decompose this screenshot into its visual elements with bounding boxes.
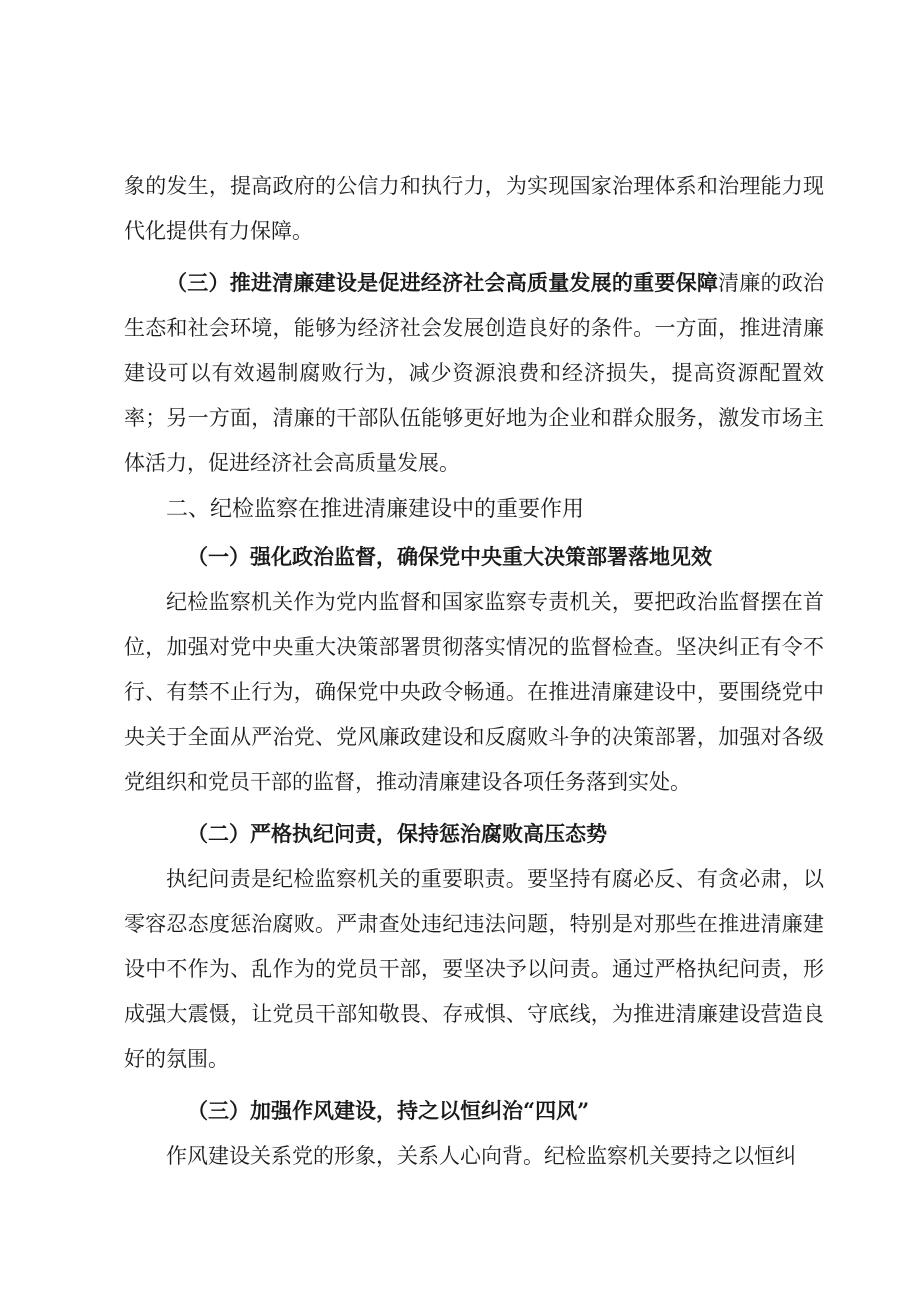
subsection-1-title: （一）强化政治监督，确保党中央重大决策部署落地见效 [187,544,712,569]
subsection-2-title: （二）严格执纪问责，保持惩治腐败高压态势 [187,821,607,846]
section-3-body: 清廉的政治生态和社会环境，能够为经济社会发展创造良好的条件。一方面，推进清廉建设可以有效遏制腐败行为，减少资源浪费和经济损失，提高资源配置效率；另一方面，清廉的干部队伍能够更好地为企业和群众服务，激发市场主体活力，促进经济社会高质量发展。 [124,271,825,475]
paragraph-section-3 [124,260,824,486]
paragraph-continuation: 象的发生，提高政府的公信力和执行力，为实现国家治理体系和治理能力现代化提供有力保障。 [124,174,824,243]
section-3-heading: （三）推进清廉建设是促进经济社会高质量发展的重要保障 [166,270,719,295]
subsection-3-body: 作风建设关系党的形象，关系人心向背。纪检监察机关要持之以恒纠 [166,1144,796,1168]
document-body [124,164,824,1179]
subsection-2-body: 执纪问责是纪检监察机关的重要职责。要坚持有腐必反、有贪必肃，以零容忍态度惩治腐败。严肃查处违纪违法问题，特别是对那些在推进清廉建设中不作为、乱作为的党员干部，要坚决予以问责。通过严格执纪问责，形成强大震慑，让党员干部知敬畏、存戒惧、守底线，为推进清廉建设营造良好的氛围。 [124,867,824,1071]
subsection-3-title: （三）加强作风建设，持之以恒纠治“四风” [187,1098,590,1123]
chapter-2-title: 二、纪检监察在推进清廉建设中的重要作用 [166,497,585,522]
subsection-1-body: 纪检监察机关作为党内监督和国家监察专责机关，要把政治监督摆在首位，加强对党中央重大决策部署贯彻落实情况的监督检查。坚决纠正有令不行、有禁不止行为，确保党中央政令畅通。在推进清廉建设中，要围绕党中央关于全面从严治党、党风廉政建设和反腐败斗争的决策部署，加强对各级党组织和党员干部的监督，推动清廉建设各项任务落到实处。 [124,590,824,794]
